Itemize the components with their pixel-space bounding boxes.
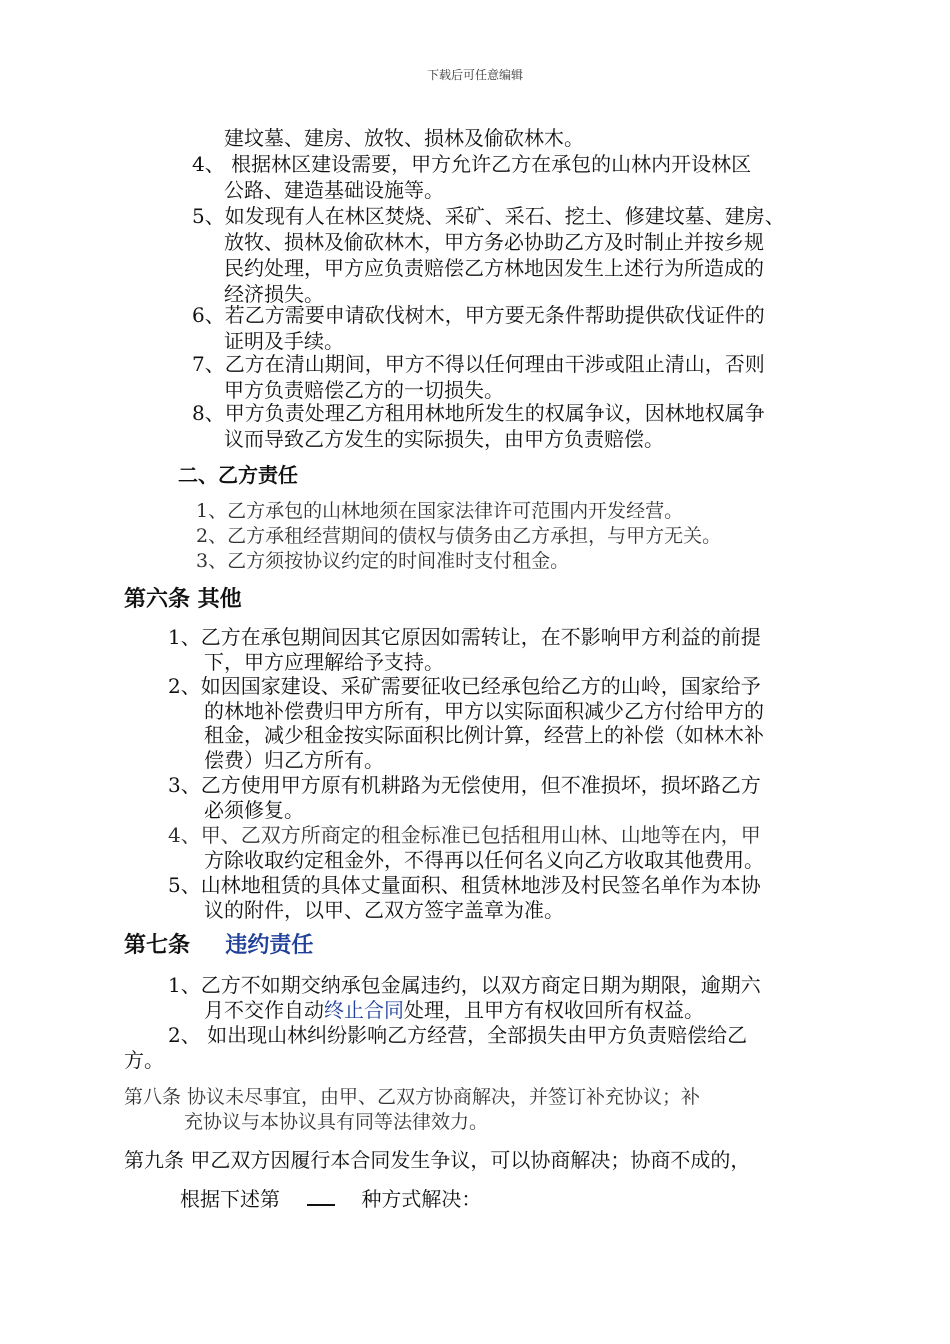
article9-line2-post: 种方式解决： [361, 1187, 482, 1211]
article7-heading [124, 933, 313, 959]
article6-item2-line4: 偿费）归乙方所有。 [204, 748, 384, 772]
article7-heading-title: 违约责任 [225, 933, 314, 958]
article6-item4-line2: 方除收取约定租金外，不得再以任何名义向乙方收取其他费用。 [204, 848, 764, 872]
jia-item6-line1: 6、若乙方需要申请砍伐树木，甲方要无条件帮助提供砍伐证件的 [192, 303, 765, 327]
article6-item5-line1: 5、山林地租赁的具体丈量面积、租赁林地涉及村民签名单作为本协 [168, 873, 761, 897]
jia-item7-line1: 7、乙方在清山期间，甲方不得以任何理由干涉或阻止清山，否则 [192, 352, 765, 376]
article9-line2-pre: 根据下述第 [180, 1187, 280, 1211]
jia-item4-line2: 公路、建造基础设施等。 [224, 178, 444, 202]
article6-item3-line1: 3、乙方使用甲方原有机耕路为无偿使用，但不准损坏，损坏路乙方 [168, 773, 761, 797]
article6-item3-line2: 必须修复。 [204, 798, 304, 822]
article7-item1-line2 [204, 997, 704, 1023]
jia-item7-line2: 甲方负责赔偿乙方的一切损失。 [224, 378, 504, 402]
article6-item2-line3: 租金，减少租金按实际面积比例计算，经营上的补偿（如林木补 [204, 723, 764, 747]
yi-responsibility-heading: 二、乙方责任 [178, 463, 298, 487]
article8-line2: 充协议与本协议具有同等法律效力。 [184, 1111, 489, 1133]
article6-item1-line2: 下，甲方应理解给予支持。 [204, 650, 444, 674]
article7-item1-text-pre: 月不交作自动 [204, 998, 324, 1022]
jia-item4-line1: 4、 根据林区建设需要，甲方允许乙方在承包的山林内开设林区 [192, 152, 752, 176]
page-header-note: 下载后可任意编辑 [426, 68, 523, 82]
jia-item5-line4: 经济损失。 [224, 282, 324, 306]
jia-item5-line2: 放牧、损林及偷砍林木，甲方务必协助乙方及时制止并按乡规 [224, 230, 764, 254]
article6-item1-line1: 1、乙方在承包期间因其它原因如需转让，在不影响甲方利益的前提 [168, 625, 761, 649]
jia-item5-line1: 5、如发现有人在林区焚烧、采矿、采石、挖土、修建坟墓、建房、 [192, 204, 785, 228]
jia-item8-line2: 议而导致乙方发生的实际损失，由甲方负责赔偿。 [224, 427, 664, 451]
article9-line2 [180, 1186, 481, 1212]
article8-line1: 第八条 协议未尽事宜，由甲、乙双方协商解决，并签订补充协议；补 [124, 1086, 701, 1108]
article6-item2-line1: 2、如因国家建设、采矿需要征收已经承包给乙方的山岭，国家给予 [168, 674, 761, 698]
article7-item2-line2: 方。 [124, 1048, 164, 1072]
article7-item1-text-post: 处理，且甲方有权收回所有权益。 [404, 998, 704, 1022]
yi-item3: 3、乙方须按协议约定的时间准时支付租金。 [196, 550, 570, 572]
jia-item8-line1: 8、甲方负责处理乙方租用林地所发生的权属争议，因林地权属争 [192, 401, 765, 425]
article7-item1-line1: 1、乙方不如期交纳承包金属违约，以双方商定日期为期限，逾期六 [168, 973, 761, 997]
article7-heading-prefix: 第七条 [124, 933, 191, 958]
jia-item3-continuation: 建坟墓、建房、放牧、损林及偷砍林木。 [224, 126, 584, 150]
jia-item5-line3: 民约处理，甲方应负责赔偿乙方林地因发生上述行为所造成的 [224, 256, 764, 280]
resolution-method-blank [307, 1186, 335, 1206]
yi-item1: 1、乙方承包的山林地须在国家法律许可范围内开发经营。 [196, 500, 684, 522]
article7-item2-line1: 2、 如出现山林纠纷影响乙方经营，全部损失由甲方负责赔偿给乙 [168, 1023, 748, 1047]
jia-item6-line2: 证明及手续。 [224, 329, 344, 353]
article6-heading: 第六条 其他 [124, 587, 242, 612]
article6-item2-line2: 的林地补偿费归甲方所有，甲方以实际面积减少乙方付给甲方的 [204, 699, 764, 723]
article6-item5-line2: 议的附件，以甲、乙双方签字盖章为准。 [204, 898, 564, 922]
article9-line1: 第九条 甲乙双方因履行本合同发生争议，可以协商解决；协商不成的， [124, 1148, 751, 1172]
yi-item2: 2、乙方承租经营期间的债权与债务由乙方承担，与甲方无关。 [196, 525, 722, 547]
terminate-contract-link[interactable]: 终止合同 [324, 998, 404, 1022]
article6-item4-line1: 4、甲、乙双方所商定的租金标准已包括租用山林、山地等在内，甲 [168, 823, 761, 847]
